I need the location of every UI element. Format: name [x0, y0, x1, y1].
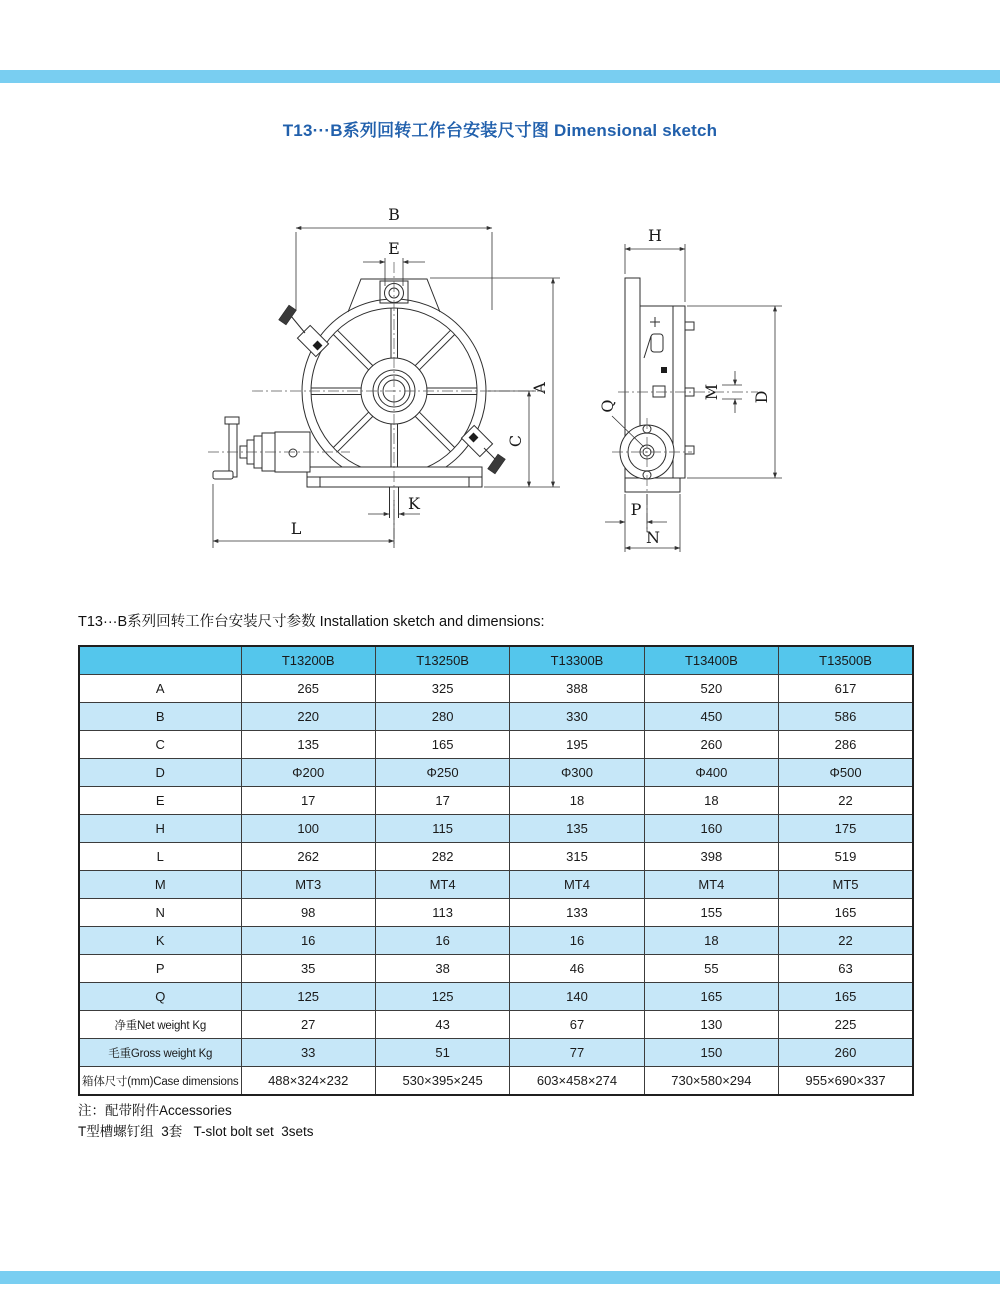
row-label: N — [79, 899, 241, 927]
table-row — [79, 1039, 913, 1067]
table-cell: 160 — [644, 815, 778, 843]
column-header: T13200B — [241, 646, 375, 675]
table-row — [79, 759, 913, 787]
table-row — [79, 843, 913, 871]
table-cell: 18 — [644, 787, 778, 815]
table-cell: 330 — [510, 703, 644, 731]
table-cell: 22 — [779, 927, 913, 955]
row-label: 毛重Gross weight Kg — [79, 1039, 241, 1067]
table-row — [79, 787, 913, 815]
table-cell: 135 — [241, 731, 375, 759]
table-cell: 51 — [375, 1039, 509, 1067]
table-cell: 16 — [510, 927, 644, 955]
row-label: P — [79, 955, 241, 983]
table-row — [79, 871, 913, 899]
table-cell: 17 — [375, 787, 509, 815]
table-cell: Φ500 — [779, 759, 913, 787]
table-cell: 955×690×337 — [779, 1067, 913, 1096]
table-cell: 133 — [510, 899, 644, 927]
column-header: T13300B — [510, 646, 644, 675]
table-cell: 18 — [510, 787, 644, 815]
table-cell: 519 — [779, 843, 913, 871]
table-cell: Φ300 — [510, 759, 644, 787]
table-row — [79, 899, 913, 927]
dim-label-k: K — [408, 494, 420, 513]
table-cell: 16 — [241, 927, 375, 955]
dim-label-q: Q — [598, 399, 617, 413]
table-cell: 617 — [779, 675, 913, 703]
dim-label-n: N — [646, 528, 660, 547]
table-cell: 280 — [375, 703, 509, 731]
table-cell: 388 — [510, 675, 644, 703]
table-cell: 165 — [779, 899, 913, 927]
dim-label-h: H — [648, 226, 662, 245]
front-view — [208, 205, 560, 548]
table-cell: 98 — [241, 899, 375, 927]
row-label: C — [79, 731, 241, 759]
table-cell: 77 — [510, 1039, 644, 1067]
table-cell: 220 — [241, 703, 375, 731]
table-cell: 165 — [644, 983, 778, 1011]
table-cell: 55 — [644, 955, 778, 983]
table-cell: 130 — [644, 1011, 778, 1039]
table-cell: 125 — [375, 983, 509, 1011]
table-cell: 586 — [779, 703, 913, 731]
row-label: K — [79, 927, 241, 955]
table-cell: 140 — [510, 983, 644, 1011]
table-cell: MT4 — [510, 871, 644, 899]
table-cell: 530×395×245 — [375, 1067, 509, 1096]
table-cell: 165 — [779, 983, 913, 1011]
table-cell: 27 — [241, 1011, 375, 1039]
row-label: E — [79, 787, 241, 815]
table-cell: 63 — [779, 955, 913, 983]
row-label: A — [79, 675, 241, 703]
column-header: T13500B — [779, 646, 913, 675]
table-cell: 135 — [510, 815, 644, 843]
row-label: 净重Net weight Kg — [79, 1011, 241, 1039]
table-row — [79, 731, 913, 759]
table-row — [79, 1011, 913, 1039]
table-row — [79, 703, 913, 731]
table-row — [79, 927, 913, 955]
table-cell: MT5 — [779, 871, 913, 899]
table-row — [79, 1067, 913, 1096]
dim-label-l: L — [290, 519, 302, 538]
table-cell: 150 — [644, 1039, 778, 1067]
row-label: H — [79, 815, 241, 843]
table-row — [79, 983, 913, 1011]
table-cell: MT4 — [644, 871, 778, 899]
bottom-accent-bar — [0, 1271, 1000, 1284]
technical-drawing — [0, 180, 1000, 600]
dim-label-c: C — [506, 434, 525, 448]
table-caption: T13···B系列回转工作台安装尺寸参数 Installation sketch and dimensions: — [78, 614, 545, 630]
table-cell: 325 — [375, 675, 509, 703]
table-header-row — [79, 646, 913, 675]
table-cell: MT3 — [241, 871, 375, 899]
table-cell: 22 — [779, 787, 913, 815]
dimension-table — [78, 645, 914, 1096]
table-cell: 33 — [241, 1039, 375, 1067]
table-cell: 315 — [510, 843, 644, 871]
table-cell: 16 — [375, 927, 509, 955]
top-accent-bar — [0, 70, 1000, 83]
table-cell: 46 — [510, 955, 644, 983]
table-cell: 125 — [241, 983, 375, 1011]
row-label: D — [79, 759, 241, 787]
table-cell: 67 — [510, 1011, 644, 1039]
table-cell: 730×580×294 — [644, 1067, 778, 1096]
table-cell: Φ200 — [241, 759, 375, 787]
note-accessories: 注：配带附件Accessories — [78, 1103, 232, 1118]
table-cell: Φ400 — [644, 759, 778, 787]
table-cell: 18 — [644, 927, 778, 955]
table-cell: 603×458×274 — [510, 1067, 644, 1096]
table-cell: 450 — [644, 703, 778, 731]
notes — [78, 1100, 314, 1142]
table-cell: MT4 — [375, 871, 509, 899]
table-cell: 35 — [241, 955, 375, 983]
table-cell: 43 — [375, 1011, 509, 1039]
row-label: Q — [79, 983, 241, 1011]
table-cell: 282 — [375, 843, 509, 871]
table-cell: 165 — [375, 731, 509, 759]
table-cell: 115 — [375, 815, 509, 843]
table-row — [79, 675, 913, 703]
row-label: L — [79, 843, 241, 871]
row-label: M — [79, 871, 241, 899]
dim-label-p: P — [630, 500, 642, 519]
table-cell: 260 — [779, 1039, 913, 1067]
table-cell: 100 — [241, 815, 375, 843]
table-cell: 520 — [644, 675, 778, 703]
dim-label-e: E — [388, 239, 400, 258]
column-header: T13400B — [644, 646, 778, 675]
page-title: T13···B系列回转工作台安装尺寸图 Dimensional sketch — [282, 121, 718, 140]
table-cell: 113 — [375, 899, 509, 927]
table-cell: 286 — [779, 731, 913, 759]
table-cell: 175 — [779, 815, 913, 843]
table-row — [79, 815, 913, 843]
table-row — [79, 955, 913, 983]
dim-label-m: M — [702, 383, 721, 401]
table-cell: 265 — [241, 675, 375, 703]
column-header — [79, 646, 241, 675]
dim-label-b: B — [388, 205, 400, 224]
table-cell: 488×324×232 — [241, 1067, 375, 1096]
dim-label-d: D — [752, 390, 771, 404]
row-label: 箱体尺寸(mm)Case dimensions — [79, 1067, 241, 1096]
row-label: B — [79, 703, 241, 731]
table-container — [78, 645, 914, 1096]
table-cell: 155 — [644, 899, 778, 927]
table-cell: 262 — [241, 843, 375, 871]
column-header: T13250B — [375, 646, 509, 675]
table-cell: Φ250 — [375, 759, 509, 787]
table-cell: 225 — [779, 1011, 913, 1039]
table-cell: 17 — [241, 787, 375, 815]
table-cell: 260 — [644, 731, 778, 759]
table-cell: 38 — [375, 955, 509, 983]
note-tslot-bolt-set: T型槽螺钉组 3套 T-slot bolt set 3sets — [78, 1124, 314, 1139]
dim-label-a: A — [530, 382, 549, 394]
clamp-upper-left — [279, 305, 329, 357]
table-cell: 195 — [510, 731, 644, 759]
table-cell: 398 — [644, 843, 778, 871]
side-view — [598, 226, 782, 552]
